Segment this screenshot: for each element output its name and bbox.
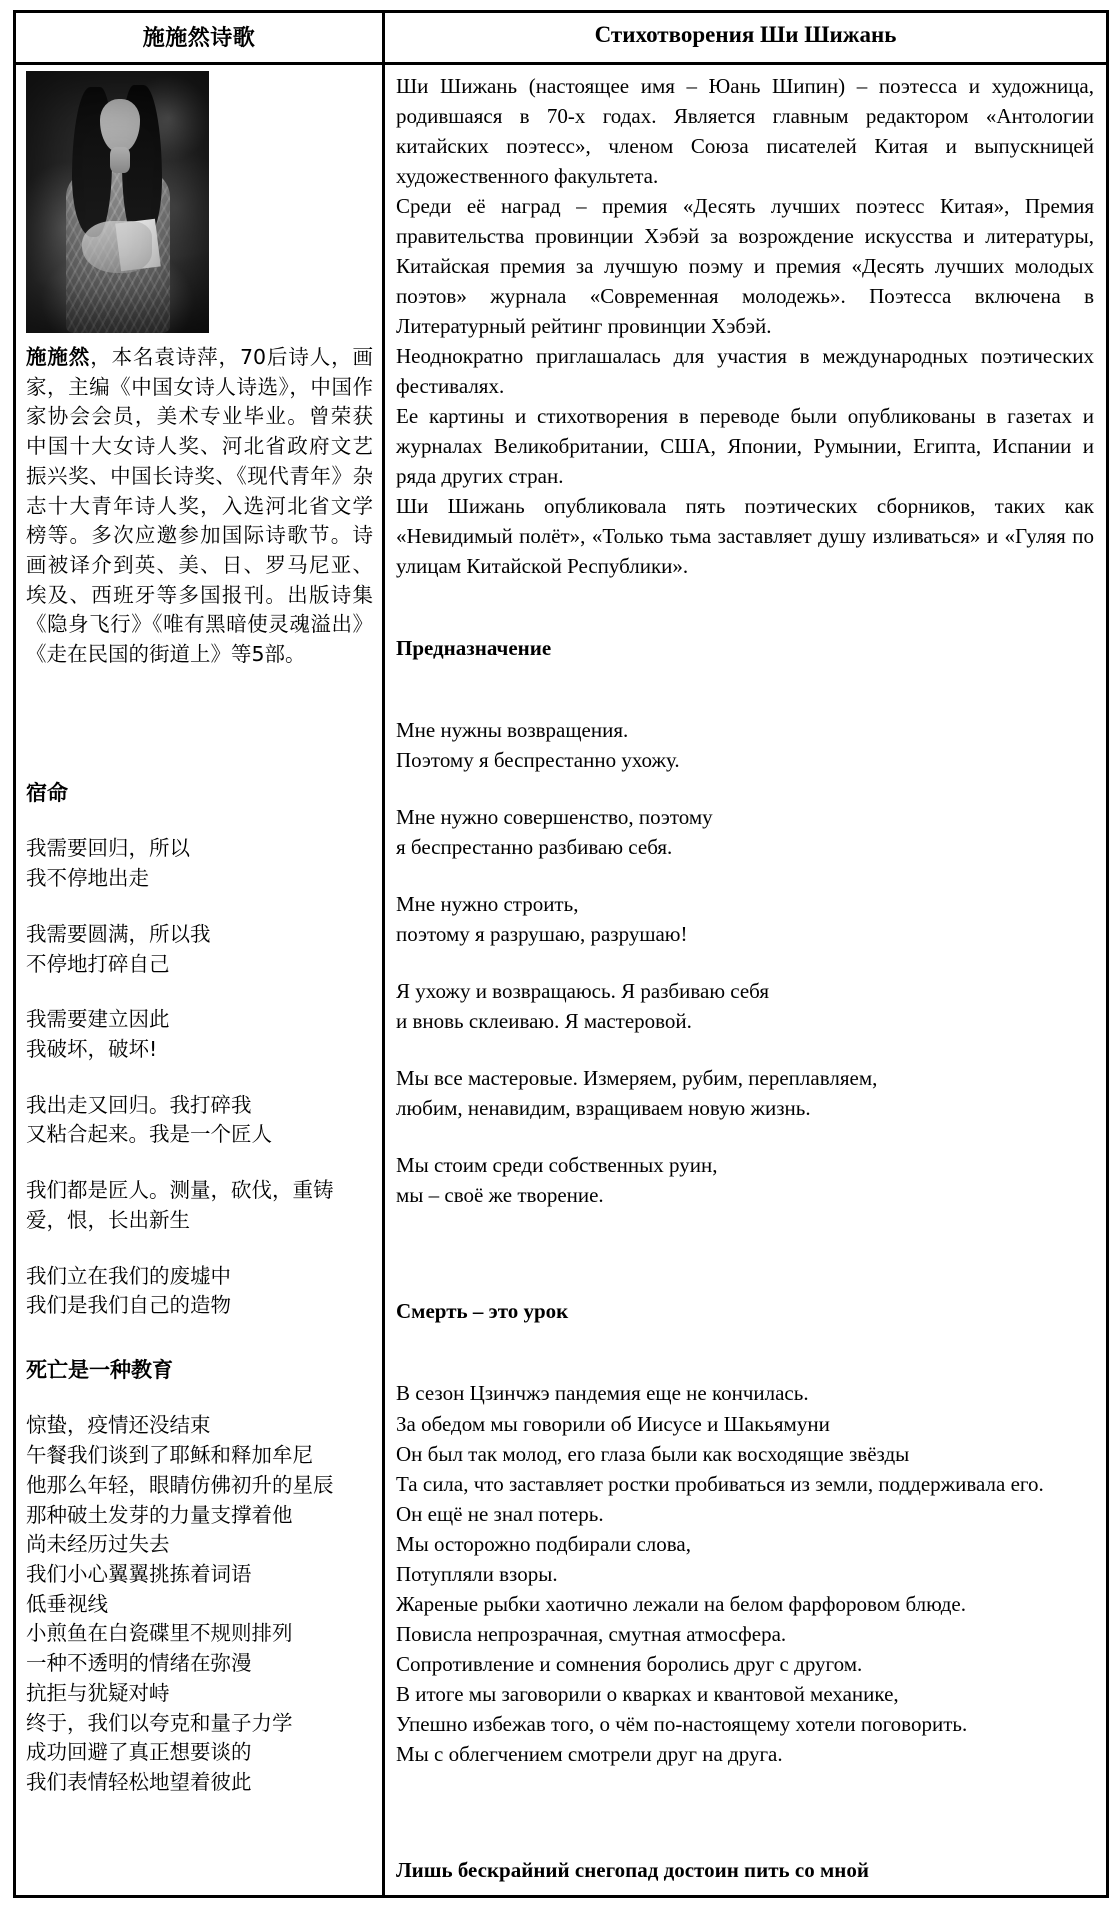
chinese-stanza bbox=[26, 1176, 373, 1235]
chinese-poem-title-1: 宿命 bbox=[26, 780, 68, 805]
spacer bbox=[26, 1236, 373, 1262]
russian-stanza bbox=[396, 1378, 1094, 1768]
poem-line: Жареные рыбки хаотично лежали на белом фарфоровом блюде. bbox=[396, 1591, 966, 1616]
chinese-column bbox=[16, 65, 382, 1808]
russian-bio-paragraph: Ши Шижань (настоящее имя – Юань Шипин) – поэтесса и художница, родившаяся в 70-х годах. Является главным редактором «Антологии китайских поэтесс», членом Союза писателей Китая и выпускницей художественного факультета. bbox=[396, 74, 1094, 189]
poem-line: В итоге мы заговорили о кварках и квантовой механике, bbox=[396, 1681, 899, 1706]
poem-line: 我需要回归，所以 bbox=[26, 836, 190, 861]
spacer bbox=[26, 808, 373, 834]
chinese-stanza bbox=[26, 834, 373, 893]
poem-line: В сезон Цзинчжэ пандемия еще не кончилась. bbox=[396, 1381, 809, 1406]
poem-line: 我们都是匠人。测量，砍伐，重铸 bbox=[26, 1178, 334, 1203]
spacer bbox=[396, 862, 1094, 889]
russian-poem-title-1: Предназначение bbox=[396, 636, 552, 661]
spacer bbox=[396, 949, 1094, 976]
russian-bio-paragraph: Ши Шижань опубликовала пять поэтических сборников, таких как «Невидимый полёт», «Только тьма заставляет душу изливаться» и «Гуляя по улицам Китайской Республики». bbox=[396, 494, 1094, 579]
spacer bbox=[396, 1210, 1094, 1296]
russian-bio-paragraph: Ее картины и стихотворения в переводе были опубликованы в газетах и журналах Великобритании, США, Японии, Румынии, Египта, Испании и ряда других стран. bbox=[396, 404, 1094, 489]
spacer bbox=[26, 670, 373, 778]
poem-line: Поэтому я беспрестанно ухожу. bbox=[396, 748, 680, 773]
chinese-stanza bbox=[26, 1262, 373, 1321]
spacer bbox=[396, 1769, 1094, 1855]
poem-line: Я ухожу и возвращаюсь. Я разбиваю себя bbox=[396, 979, 769, 1004]
poem-line: 惊蛰，疫情还没结束 bbox=[26, 1413, 211, 1438]
poem-line: 他那么年轻，眼睛仿佛初升的星辰 bbox=[26, 1472, 334, 1497]
spacer bbox=[26, 979, 373, 1005]
poem-line: Та сила, что заставляет ростки пробиваться из земли, поддерживала его. bbox=[396, 1471, 1044, 1496]
chinese-stanza bbox=[26, 1411, 373, 1797]
spacer bbox=[26, 1321, 373, 1355]
poem-line: Мы все мастеровые. Измеряем, рубим, переплавляем, bbox=[396, 1066, 878, 1091]
poem-line: 低垂视线 bbox=[26, 1591, 108, 1616]
poem-line: 终于，我们以夸克和量子力学 bbox=[26, 1710, 293, 1735]
spacer bbox=[396, 581, 1094, 633]
poem-line: Он ещё не знал потерь. bbox=[396, 1501, 604, 1526]
poem-line: Он был так молод, его глаза были как восходящие звёзды bbox=[396, 1441, 910, 1466]
poem-line: Сопротивление и сомнения боролись друг с другом. bbox=[396, 1651, 863, 1676]
russian-title: Стихотворения Ши Шижань bbox=[594, 22, 897, 47]
poem-line: Мы с облегчением смотрели друг на друга. bbox=[396, 1741, 783, 1766]
left-header-cell bbox=[15, 12, 384, 64]
poem-line: 小煎鱼在白瓷碟里不规则排列 bbox=[26, 1621, 293, 1646]
poem-line: Повисла непрозрачная, смутная атмосфера. bbox=[396, 1621, 787, 1646]
poem-line: 午餐我们谈到了耶稣和释加牟尼 bbox=[26, 1443, 313, 1468]
poem-line: 我们表情轻松地望着彼此 bbox=[26, 1770, 252, 1795]
russian-stanza bbox=[396, 1150, 1094, 1210]
poem-line: 不停地打碎自己 bbox=[26, 951, 170, 976]
poem-line: Мы осторожно подбирали слова, bbox=[396, 1531, 691, 1556]
poem-line: Мне нужно строить, bbox=[396, 892, 579, 917]
poem-line: поэтому я разрушаю, разрушаю! bbox=[396, 922, 688, 947]
chinese-poem-title-2: 死亡是一种教育 bbox=[26, 1357, 173, 1382]
spacer bbox=[26, 1385, 373, 1411]
poem-line: 爱，恨，长出新生 bbox=[26, 1207, 190, 1232]
poem-line: 我们是我们自己的造物 bbox=[26, 1293, 231, 1318]
chinese-bio-text: ，本名袁诗萍，70后诗人，画家，主编《中国女诗人诗选》，中国作家协会会员，美术专业毕业。曾荣获中国十大女诗人奖、河北省政府文艺振兴奖、中国长诗奖、《现代青年》杂志十大青年诗人奖，入选河北省文学榜等。多次应邀参加国际诗歌节。诗画被译介到英、美、日、罗马尼亚、埃及、西班牙等多国报刊。出版诗集《隐身飞行》《唯有黑暗使灵魂溢出》《走在民国的街道上》等5部。 bbox=[26, 345, 373, 667]
spacer bbox=[26, 1150, 373, 1176]
russian-stanza bbox=[396, 802, 1094, 862]
poem-line: 我破坏，破坏! bbox=[26, 1036, 158, 1061]
russian-stanza bbox=[396, 1063, 1094, 1123]
poem-line: 我们小心翼翼挑拣着词语 bbox=[26, 1562, 252, 1586]
spacer bbox=[396, 1326, 1094, 1378]
poem-line: Потупляли взоры. bbox=[396, 1561, 558, 1586]
poem-line: 又粘合起来。我是一个匠人 bbox=[26, 1122, 272, 1147]
poem-line: Мы стоим среди собственных руин, bbox=[396, 1153, 718, 1178]
portrait-vignette bbox=[26, 71, 209, 333]
poem-line: 那种破土发芽的力量支撑着他 bbox=[26, 1502, 293, 1527]
russian-poem-title-2: Смерть – это урок bbox=[396, 1299, 569, 1324]
bilingual-poetry-table bbox=[13, 10, 1109, 1898]
header-row bbox=[15, 12, 1108, 64]
poem-line: Мне нужно совершенство, поэтому bbox=[396, 805, 713, 830]
russian-stanza bbox=[396, 715, 1094, 775]
poem-line: я беспрестанно разбиваю себя. bbox=[396, 835, 673, 860]
chinese-stanza bbox=[26, 1091, 373, 1150]
poem-line: 成功回避了真正想要谈的 bbox=[26, 1740, 252, 1765]
russian-bio-paragraph: Неоднократно приглашалась для участия в международных поэтических фестивалях. bbox=[396, 344, 1094, 399]
spacer bbox=[396, 1036, 1094, 1063]
poem-line: мы – своё же творение. bbox=[396, 1183, 604, 1208]
right-content-cell bbox=[384, 64, 1108, 1897]
poem-line: Упешно избежав того, о чём по-настоящему хотели поговорить. bbox=[396, 1711, 968, 1736]
left-content-cell bbox=[15, 64, 384, 1897]
russian-poem-title-3: Лишь бескрайний снегопад достоин пить со мной bbox=[396, 1857, 869, 1882]
poem-line: Мне нужны возвращения. bbox=[396, 718, 629, 743]
poem-line: и вновь склеиваю. Я мастеровой. bbox=[396, 1009, 692, 1034]
poem-line: 我们立在我们的废墟中 bbox=[26, 1263, 231, 1288]
spacer bbox=[396, 663, 1094, 715]
spacer bbox=[396, 1123, 1094, 1150]
chinese-title: 施施然诗歌 bbox=[142, 26, 256, 51]
chinese-stanza bbox=[26, 920, 373, 979]
content-row bbox=[15, 64, 1108, 1897]
poem-line: За обедом мы говорили об Иисусе и Шакьямуни bbox=[396, 1411, 830, 1436]
spacer bbox=[396, 775, 1094, 802]
poem-line: 我不停地出走 bbox=[26, 866, 149, 891]
poem-line: 我需要圆满，所以我 bbox=[26, 921, 211, 946]
poem-line: 我需要建立因此 bbox=[26, 1007, 170, 1032]
spacer bbox=[26, 1065, 373, 1091]
russian-stanza bbox=[396, 889, 1094, 949]
poet-name-bold: 施施然 bbox=[26, 345, 91, 369]
chinese-bio-paragraph bbox=[26, 343, 373, 670]
poem-line: 尚未经历过失去 bbox=[26, 1532, 170, 1557]
chinese-stanza bbox=[26, 1005, 373, 1064]
spacer bbox=[26, 894, 373, 920]
russian-bio-paragraph: Среди её наград – премия «Десять лучших поэтесс Китая», Премия правительства провинции Хэбэй за возрождение искусства и литературы, Китайская премия за лучшую поэму и премия «Десять лучших молодых поэтов» журнала «Современная молодежь». Поэтесса включена в Литературный рейтинг провинции Хэбэй. bbox=[396, 194, 1094, 339]
right-header-cell bbox=[384, 12, 1108, 64]
poem-line: 一种不透明的情绪在弥漫 bbox=[26, 1651, 252, 1676]
poem-line: любим, ненавидим, взращиваем новую жизнь. bbox=[396, 1096, 811, 1121]
poet-portrait-photo bbox=[26, 71, 209, 333]
russian-column bbox=[385, 65, 1106, 1895]
russian-stanza bbox=[396, 976, 1094, 1036]
poem-line: 我出走又回归。我打碎我 bbox=[26, 1092, 252, 1117]
poem-line: 抗拒与犹疑对峙 bbox=[26, 1680, 170, 1705]
